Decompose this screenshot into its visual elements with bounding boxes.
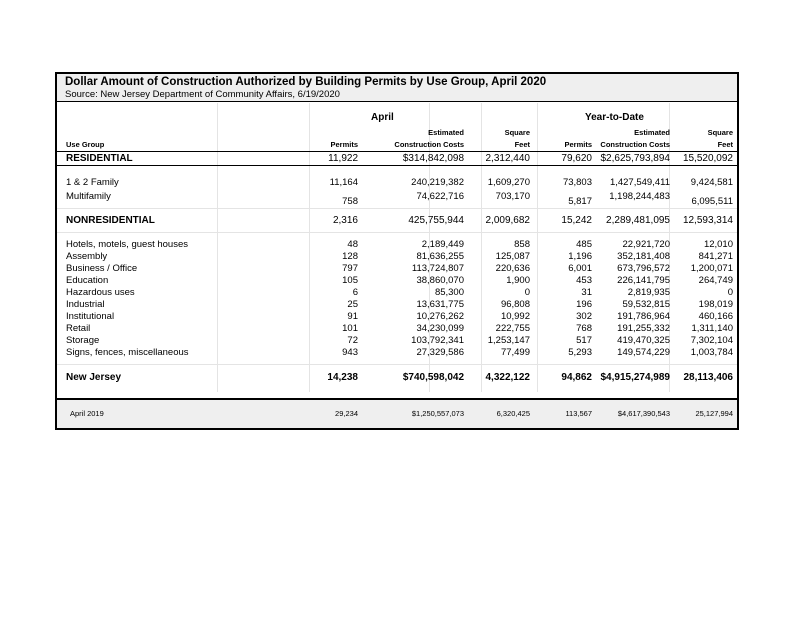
header-permits: Permits <box>330 140 358 149</box>
cell-ytd-permits: 31 <box>581 287 592 298</box>
header-square: Square <box>504 128 530 137</box>
cell-apr-sqft: 0 <box>524 287 530 298</box>
cell-apr-cost: 103,792,341 <box>411 335 464 346</box>
cell-ytd-cost: 1,198,244,483 <box>609 191 670 202</box>
row-label: Multifamily <box>66 191 111 202</box>
header-row-1 <box>57 127 737 139</box>
total-row <box>57 372 737 384</box>
header-permits-ytd: Permits <box>564 140 592 149</box>
cell-apr-sqft: 2,312,440 <box>485 153 530 164</box>
cell-ytd-permits: 5,293 <box>568 347 592 358</box>
header-row-2 <box>57 139 737 151</box>
cell-ytd-sqft: 1,200,071 <box>690 263 733 274</box>
cell-ytd-permits: 453 <box>576 275 592 286</box>
cell-ytd-permits: 1,196 <box>568 251 592 262</box>
cell-apr-permits: 105 <box>342 275 358 286</box>
cell-apr-cost: 38,860,070 <box>416 275 464 286</box>
cell-ytd-permits: 302 <box>576 311 592 322</box>
cell-apr-cost: 10,276,262 <box>416 311 464 322</box>
cell-apr-permits: 11,164 <box>329 177 358 188</box>
cell-ytd-permits: 196 <box>576 299 592 310</box>
cell-ytd-sqft: 7,302,104 <box>690 335 733 346</box>
table-row <box>57 239 737 251</box>
cell-ytd-permits: 517 <box>576 335 592 346</box>
cell-apr-permits: 943 <box>342 347 358 358</box>
cell-apr-cost: $314,842,098 <box>402 153 464 164</box>
cell-apr-sqft: 77,499 <box>500 347 530 358</box>
cell-ytd-sqft: 25,127,994 <box>695 409 733 418</box>
group-caption-ytd: Year-to-Date <box>585 112 644 123</box>
cell-apr-sqft: 220,636 <box>495 263 530 274</box>
cell-apr-sqft: 1,609,270 <box>487 177 530 188</box>
cell-apr-sqft: 125,087 <box>495 251 530 262</box>
cell-ytd-cost: 673,796,572 <box>617 263 670 274</box>
row-label: April 2019 <box>70 409 104 418</box>
cell-ytd-sqft: 1,003,784 <box>690 347 733 358</box>
cell-apr-cost: 74,622,716 <box>416 191 464 202</box>
cell-apr-cost: 240,219,382 <box>411 177 464 188</box>
row-label: Retail <box>66 323 91 334</box>
table-row <box>57 311 737 323</box>
table-row <box>57 263 737 275</box>
cell-ytd-cost: 419,470,325 <box>617 335 670 346</box>
grid-line <box>57 364 737 365</box>
cell-ytd-cost: 191,786,964 <box>617 311 670 322</box>
cell-apr-cost: 2,189,449 <box>421 239 464 250</box>
cell-apr-sqft: 4,322,122 <box>485 372 530 383</box>
cell-ytd-cost: 59,532,815 <box>622 299 670 310</box>
row-label: Hazardous uses <box>66 287 135 298</box>
cell-apr-sqft: 10,992 <box>500 311 530 322</box>
header-construction-costs-ytd: Construction Costs <box>600 140 670 149</box>
table-row <box>57 275 737 287</box>
header-estimated: Estimated <box>428 128 464 137</box>
cell-ytd-sqft: 15,520,092 <box>682 153 733 164</box>
row-label: 1 & 2 Family <box>66 177 119 188</box>
table-row <box>57 251 737 263</box>
grid-line <box>57 232 737 233</box>
row-label: Hotels, motels, guest houses <box>66 239 188 250</box>
row-label: Business / Office <box>66 263 138 274</box>
table-row <box>57 299 737 311</box>
table-row <box>57 287 737 299</box>
row-label: Institutional <box>66 311 115 322</box>
cell-apr-cost: 13,631,775 <box>416 299 464 310</box>
cell-apr-sqft: 858 <box>514 239 530 250</box>
cell-apr-permits: 14,238 <box>327 372 358 383</box>
cell-apr-permits: 72 <box>347 335 358 346</box>
cell-ytd-sqft: 6,095,511 <box>691 196 733 207</box>
cell-ytd-cost: $4,617,390,543 <box>617 409 670 418</box>
cell-ytd-permits: 5,817 <box>568 196 592 207</box>
cell-ytd-permits: 6,001 <box>568 263 592 274</box>
cell-apr-cost: 425,755,944 <box>408 215 464 226</box>
cell-ytd-sqft: 0 <box>727 287 733 298</box>
cell-apr-cost: 27,329,586 <box>416 347 464 358</box>
cell-apr-permits: 11,922 <box>328 153 358 164</box>
report-title: Dollar Amount of Construction Authorized by Building Permits by Use Group, April 2020 <box>65 76 547 88</box>
table-row <box>57 323 737 335</box>
cell-ytd-sqft: 12,010 <box>703 239 733 250</box>
row-label: NONRESIDENTIAL <box>66 215 155 226</box>
cell-apr-permits: 758 <box>342 196 358 207</box>
cell-ytd-cost: 1,427,549,411 <box>609 177 670 188</box>
prior-year-row <box>57 408 737 420</box>
cell-ytd-permits: 94,862 <box>561 372 592 383</box>
row-label: Industrial <box>66 299 105 310</box>
cell-ytd-sqft: 841,271 <box>698 251 733 262</box>
header-feet-ytd: Feet <box>717 140 733 149</box>
cell-apr-sqft: 1,253,147 <box>487 335 530 346</box>
nonresidential-row <box>57 215 737 227</box>
cell-apr-permits: 48 <box>347 239 358 250</box>
table-row <box>57 177 737 189</box>
report-table <box>55 72 739 430</box>
row-label: New Jersey <box>66 372 122 383</box>
group-caption-april: April <box>371 112 394 123</box>
cell-ytd-permits: 768 <box>576 323 592 334</box>
cell-ytd-cost: $4,915,274,989 <box>600 372 670 383</box>
header-square-ytd: Square <box>707 128 733 137</box>
header-estimated-ytd: Estimated <box>634 128 670 137</box>
report-source: Source: New Jersey Department of Community Affairs, 6/19/2020 <box>65 89 340 100</box>
cell-apr-permits: 6 <box>352 287 358 298</box>
cell-ytd-cost: 149,574,229 <box>617 347 670 358</box>
cell-apr-permits: 2,316 <box>332 215 358 226</box>
cell-apr-permits: 101 <box>342 323 358 334</box>
row-label: RESIDENTIAL <box>66 153 133 164</box>
cell-ytd-permits: 15,242 <box>561 215 592 226</box>
cell-ytd-sqft: 264,749 <box>698 275 733 286</box>
cell-ytd-permits: 485 <box>576 239 592 250</box>
cell-apr-sqft: 1,900 <box>506 275 530 286</box>
cell-ytd-sqft: 9,424,581 <box>690 177 733 188</box>
header-use-group: Use Group <box>66 140 105 149</box>
cell-apr-cost: $740,598,042 <box>402 372 464 383</box>
cell-apr-sqft: 222,755 <box>495 323 530 334</box>
cell-ytd-sqft: 12,593,314 <box>682 215 733 226</box>
cell-apr-cost: 34,230,099 <box>416 323 464 334</box>
cell-ytd-permits: 73,803 <box>562 177 592 188</box>
cell-apr-sqft: 2,009,682 <box>485 215 530 226</box>
row-label: Storage <box>66 335 100 346</box>
residential-rule <box>57 165 737 166</box>
cell-ytd-sqft: 1,311,140 <box>691 323 733 334</box>
cell-apr-permits: 25 <box>347 299 358 310</box>
table-row <box>57 347 737 359</box>
report-header <box>57 74 737 102</box>
cell-apr-permits: 128 <box>342 251 358 262</box>
cell-apr-cost: 85,300 <box>434 287 464 298</box>
cell-ytd-cost: $2,625,793,894 <box>600 153 670 164</box>
comparison-footer <box>57 398 737 428</box>
header-feet: Feet <box>514 140 530 149</box>
row-label: Assembly <box>66 251 108 262</box>
cell-ytd-permits: 79,620 <box>561 153 592 164</box>
cell-ytd-cost: 2,819,935 <box>627 287 670 298</box>
cell-ytd-sqft: 198,019 <box>698 299 733 310</box>
cell-ytd-sqft: 460,166 <box>698 311 733 322</box>
cell-ytd-cost: 352,181,408 <box>617 251 670 262</box>
row-label: Signs, fences, miscellaneous <box>66 347 189 358</box>
header-construction-costs: Construction Costs <box>394 140 464 149</box>
row-label: Education <box>66 275 109 286</box>
cell-apr-cost: 113,724,807 <box>411 263 464 274</box>
cell-apr-permits: 29,234 <box>335 409 358 418</box>
table-row <box>57 335 737 347</box>
cell-ytd-cost: 2,289,481,095 <box>606 215 670 226</box>
cell-ytd-sqft: 28,113,406 <box>683 372 733 383</box>
table-row <box>57 191 737 207</box>
cell-apr-sqft: 6,320,425 <box>496 409 530 418</box>
cell-ytd-permits: 113,567 <box>565 409 592 418</box>
cell-ytd-cost: 226,141,795 <box>617 275 670 286</box>
cell-apr-sqft: 703,170 <box>495 191 530 202</box>
residential-row <box>57 153 737 165</box>
cell-apr-cost: $1,250,557,073 <box>411 409 464 418</box>
grid-line <box>57 208 737 209</box>
header-rule <box>57 151 737 152</box>
cell-apr-permits: 797 <box>342 263 358 274</box>
cell-apr-sqft: 96,808 <box>500 299 530 310</box>
cell-apr-cost: 81,636,255 <box>416 251 464 262</box>
cell-ytd-cost: 22,921,720 <box>622 239 670 250</box>
cell-apr-permits: 91 <box>347 311 358 322</box>
cell-ytd-cost: 191,255,332 <box>617 323 670 334</box>
